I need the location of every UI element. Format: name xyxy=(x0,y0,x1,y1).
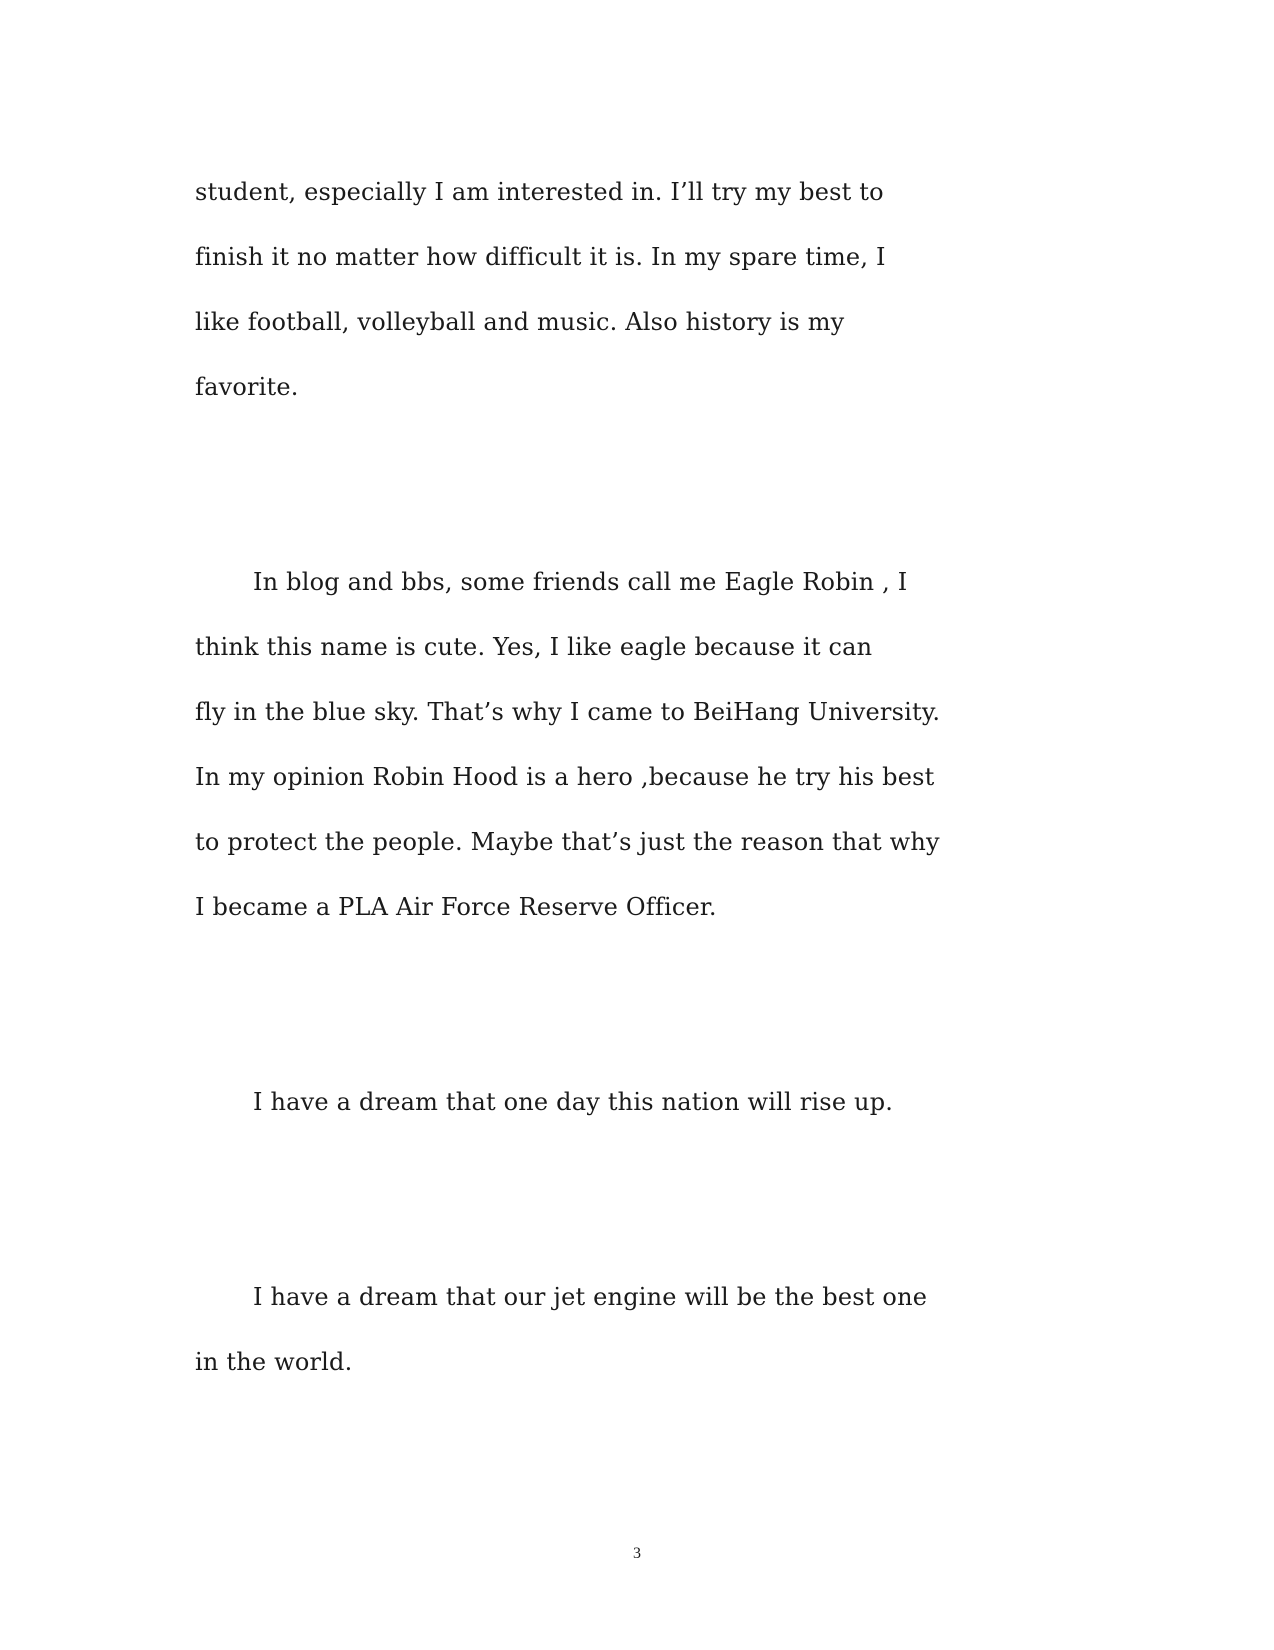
text-line: to protect the people. Maybe that’s just the reason that why xyxy=(195,828,940,856)
text-line: finish it no matter how difficult it is. In my spare time, I xyxy=(195,243,886,271)
text-line: In blog and bbs, some friends call me Eagle Robin , I xyxy=(253,568,908,596)
text-line: I have a dream that one day this nation will rise up. xyxy=(253,1088,894,1116)
text-line: think this name is cute. Yes, I like eagle because it can xyxy=(195,633,873,661)
text-line: student, especially I am interested in. I’ll try my best to xyxy=(195,178,884,206)
text-line: favorite. xyxy=(195,373,299,401)
text-line: fly in the blue sky. That’s why I came to BeiHang University. xyxy=(195,698,941,726)
text-line: in the world. xyxy=(195,1348,353,1376)
text-line: In my opinion Robin Hood is a hero ,because he try his best xyxy=(195,763,935,791)
text-line: I became a PLA Air Force Reserve Officer. xyxy=(195,893,717,921)
text-line: like football, volleyball and music. Also history is my xyxy=(195,308,845,336)
page-number: 3 xyxy=(633,1545,641,1562)
text-line: I have a dream that our jet engine will be the best one xyxy=(253,1283,928,1311)
